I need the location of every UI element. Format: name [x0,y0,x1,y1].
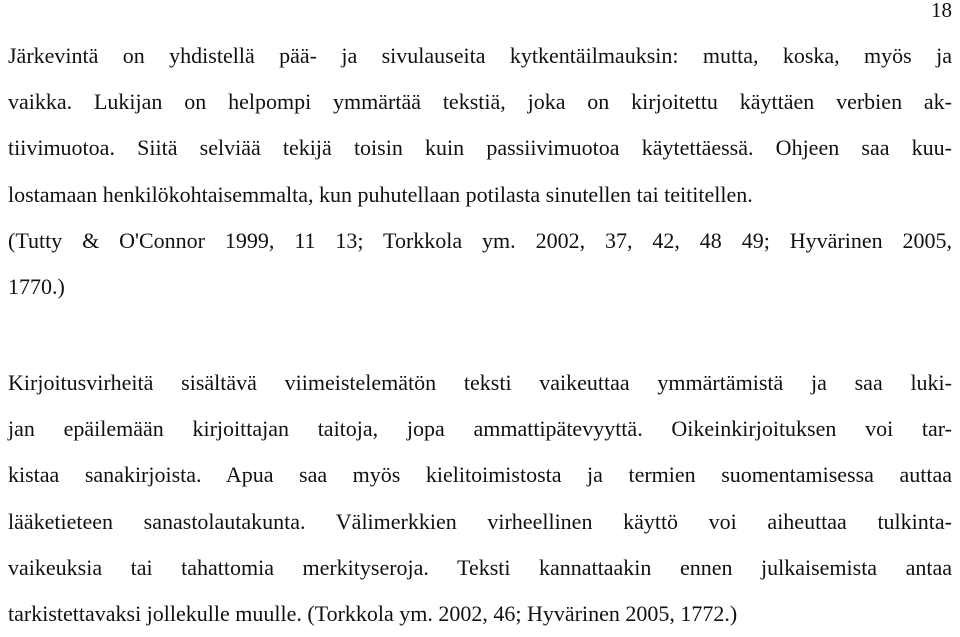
text-line: jan epäilemään kirjoittajan taitoja, jopa ammattipätevyyttä. Oikeinkirjoituksen voi tar- [8,416,952,442]
text-line: lääketieteen sanastolautakunta. Välimerkkien virheellinen käyttö voi aiheuttaa tulkinta- [8,508,952,534]
text-line: kistaa sanakirjoista. Apua saa myös kielitoimistosta ja termien suomentamisessa auttaa [8,462,952,488]
paragraph-1 [8,33,952,310]
text-line: Kirjoitusvirheitä sisältävä viimeistelemätön teksti vaikeuttaa ymmärtämistä ja saa luki- [8,370,952,395]
text-line: lostamaan henkilökohtaisemmalta, kun puhutellaan potilasta sinutellen tai teititellen. [8,181,753,207]
text-line: Järkevintä on yhdistellä pää- ja sivulauseita kytkentäilmauksin: mutta, koska, myös ja [8,43,952,68]
text-line: tarkistettavaksi jollekulle muulle. (Torkkola ym. 2002, 46; Hyvärinen 2005, 1772.) [8,600,738,626]
text-line: (Tutty & O'Connor 1999, 11 13; Torkkola ym. 2002, 37, 42, 48 49; Hyvärinen 2005, [8,227,952,253]
text-line: 1770.) [8,273,65,299]
paragraph-2 [8,360,952,637]
text-line: vaikka. Lukijan on helpompi ymmärtää tekstiä, joka on kirjoitettu käyttäen verbien ak- [8,89,952,115]
page-number: 18 [931,0,952,22]
text-line: tiivimuotoa. Siitä selviää tekijä toisin kuin passiivimuotoa käytettäessä. Ohjeen saa kuu- [8,135,952,161]
text-line: vaikeuksia tai tahattomia merkityseroja. Teksti kannattaakin ennen julkaisemista antaa [8,554,952,580]
